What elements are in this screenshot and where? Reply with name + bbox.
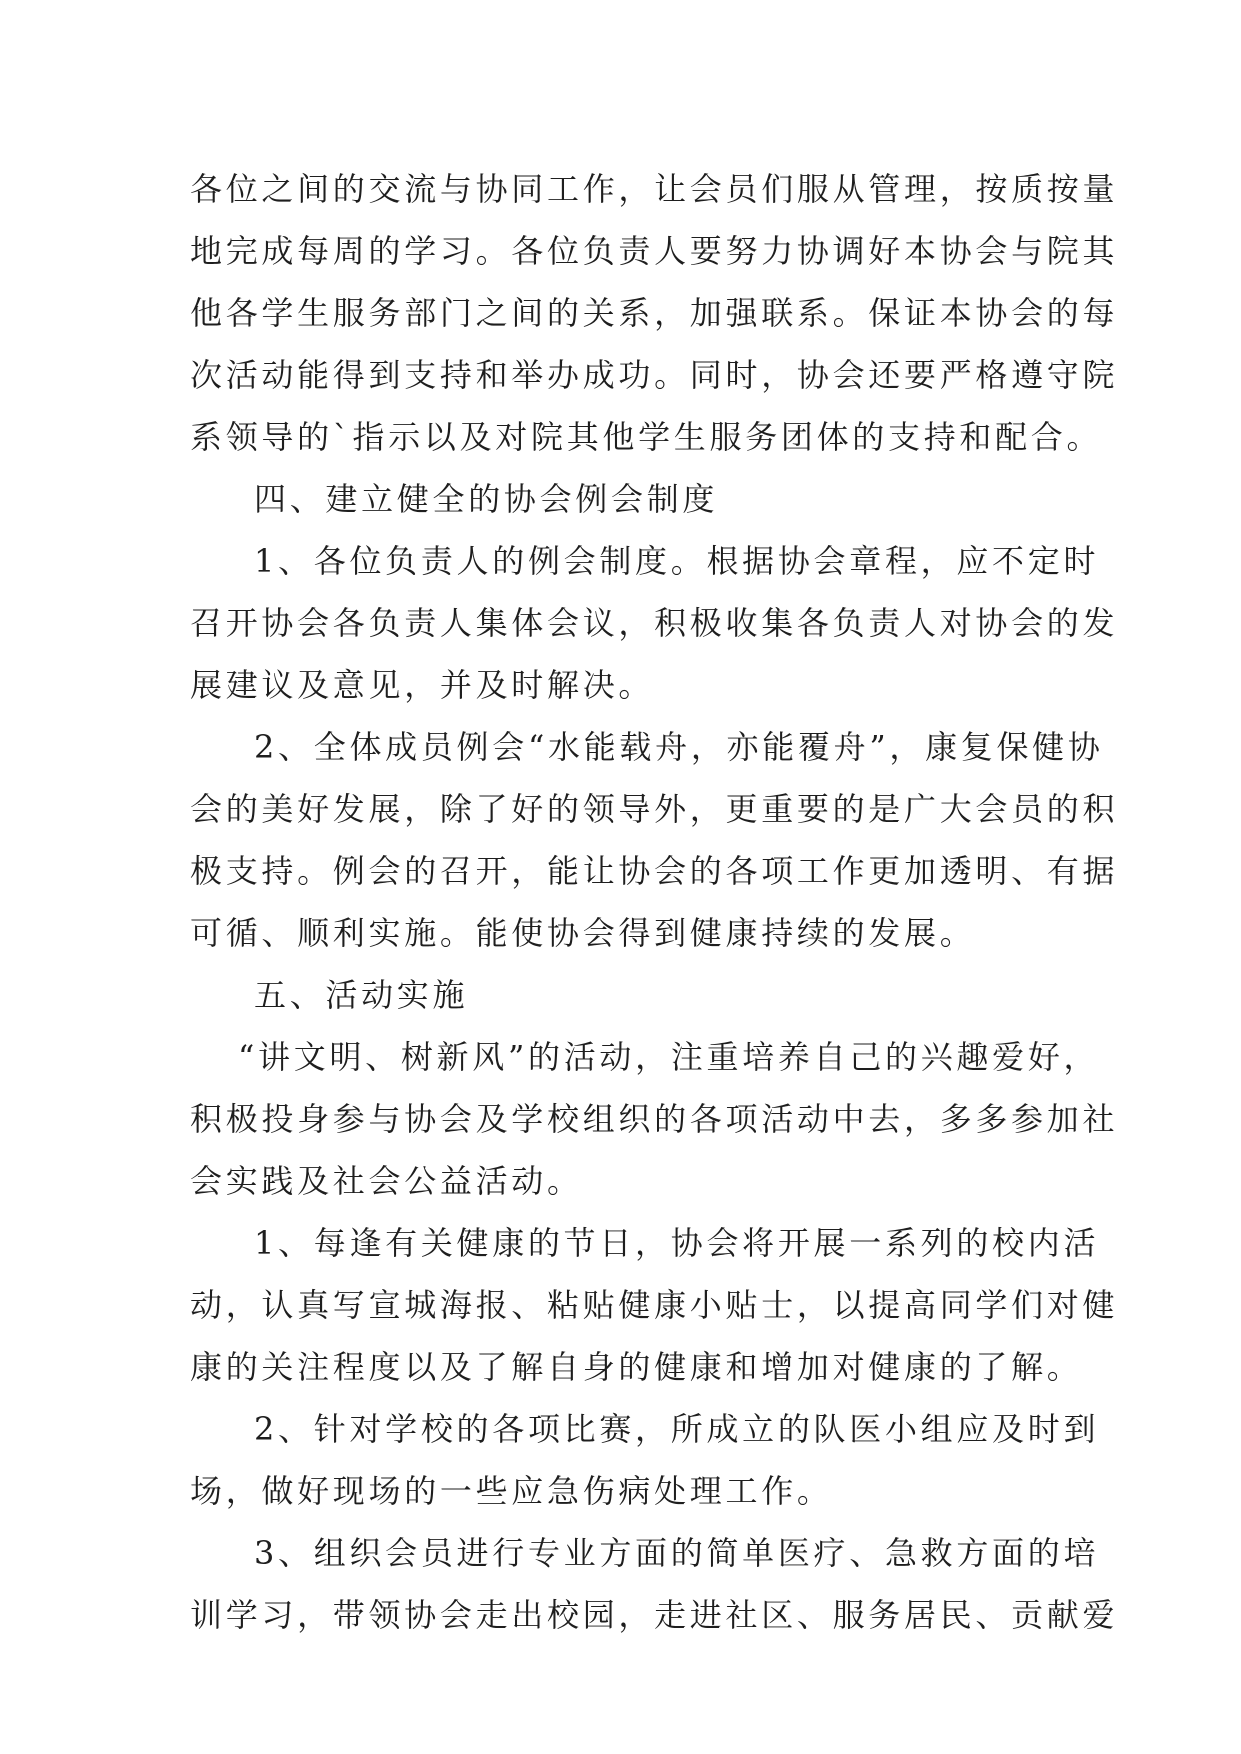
text-line: 2、全体成员例会“水能载舟，亦能覆舟”，康复保健协 <box>254 728 1104 766</box>
text-line: 会的美好发展，除了好的领导外，更重要的是广大会员的积 <box>190 790 1119 828</box>
text-line: 他各学生服务部门之间的关系，加强联系。保证本协会的每 <box>190 294 1119 332</box>
text-line: 会实践及社会公益活动。 <box>190 1162 583 1200</box>
text-line: 训学习，带领协会走出校园，走进社区、服务居民、贡献爱 <box>190 1596 1119 1634</box>
text-line: 地完成每周的学习。各位负责人要努力协调好本协会与院其 <box>190 232 1119 270</box>
text-line: 召开协会各负责人集体会议，积极收集各负责人对协会的发 <box>190 604 1119 642</box>
section-heading: 四、建立健全的协会例会制度 <box>254 480 719 518</box>
text-line: “讲文明、树新风”的活动，注重培养自己的兴趣爱好， <box>238 1038 1100 1076</box>
text-line: 次活动能得到支持和举办成功。同时，协会还要严格遵守院 <box>190 356 1119 394</box>
text-line: 积极投身参与协会及学校组织的各项活动中去，多多参加社 <box>190 1100 1119 1138</box>
text-line: 展建议及意见，并及时解决。 <box>190 666 655 704</box>
text-line: 1、各位负责人的例会制度。根据协会章程，应不定时 <box>254 542 1100 580</box>
text-line: 系领导的`指示以及对院其他学生服务团体的支持和配合。 <box>190 418 1103 456</box>
text-line: 3、组织会员进行专业方面的简单医疗、急救方面的培 <box>254 1534 1100 1572</box>
text-line: 各位之间的交流与协同工作，让会员们服从管理，按质按量 <box>190 170 1119 208</box>
text-line: 极支持。例会的召开，能让协会的各项工作更加透明、有据 <box>190 852 1119 890</box>
section-heading: 五、活动实施 <box>254 976 469 1014</box>
text-line: 可循、顺利实施。能使协会得到健康持续的发展。 <box>190 914 976 952</box>
text-line: 1、每逢有关健康的节日，协会将开展一系列的校内活 <box>254 1224 1100 1262</box>
text-line: 场，做好现场的一些应急伤病处理工作。 <box>190 1472 833 1510</box>
document-page <box>190 158 1119 1646</box>
text-line: 2、针对学校的各项比赛，所成立的队医小组应及时到 <box>254 1410 1100 1448</box>
text-line: 动，认真写宣城海报、粘贴健康小贴士，以提高同学们对健 <box>190 1286 1119 1324</box>
text-line: 康的关注程度以及了解自身的健康和增加对健康的了解。 <box>190 1348 1083 1386</box>
